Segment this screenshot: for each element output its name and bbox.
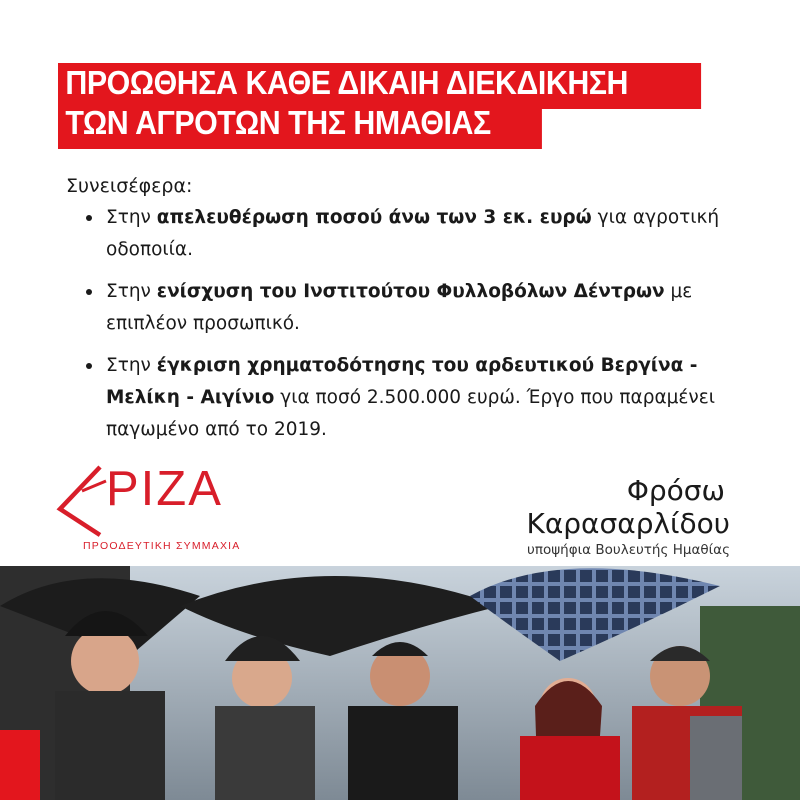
candidate-last-name: Καρασαρλίδου bbox=[526, 507, 730, 540]
bold-highlight: απελευθέρωση ποσού άνω των 3 εκ. ευρώ bbox=[156, 207, 592, 228]
group-photo bbox=[0, 566, 800, 800]
candidate-block bbox=[526, 474, 730, 558]
bold-highlight: έγκριση χρηματοδότησης του αρδευτικού Βεργίνα - Μελίκη - Αιγίνιο bbox=[106, 355, 698, 408]
intro-text: Συνεισέφερα: bbox=[66, 175, 193, 197]
red-corner-accent bbox=[0, 730, 40, 800]
sigma-star-icon bbox=[52, 463, 112, 543]
headline-line-1: ΠΡΟΩΘΗΣΑ ΚΑΘΕ ΔΙΚΑΙΗ ΔΙΕΚΔΙΚΗΣΗ bbox=[58, 63, 701, 109]
logo-subtitle: ΠΡΟΟΔΕΥΤΙΚΗ ΣΥΜΜΑΧΙΑ bbox=[83, 540, 241, 552]
list-item: Στην απελευθέρωση ποσού άνω των 3 εκ. ευρώ για αγροτική οδοποιία. bbox=[82, 202, 762, 266]
headline-line-2: ΤΩΝ ΑΓΡΟΤΩΝ ΤΗΣ ΗΜΑΘΙΑΣ bbox=[58, 103, 542, 149]
list-item: Στην έγκριση χρηματοδότησης του αρδευτικού Βεργίνα - Μελίκη - Αιγίνιο για ποσό 2.500.000 ευρώ. Έργο που παραμένει παγωμένο από το 2019. bbox=[82, 350, 762, 446]
candidate-first-name: Φρόσω bbox=[626, 474, 725, 507]
contribution-list bbox=[82, 202, 762, 456]
candidate-role: υποψήφια Βουλευτής Ημαθίας bbox=[527, 542, 730, 558]
logo-wordmark: ΡΙΖΑ bbox=[106, 462, 223, 516]
syriza-logo bbox=[52, 463, 272, 558]
list-item: Στην ενίσχυση του Ινστιτούτου Φυλλοβόλων Δέντρων με επιπλέον προσωπικό. bbox=[82, 276, 762, 340]
bold-highlight: ενίσχυση του Ινστιτούτου Φυλλοβόλων Δέντρων bbox=[156, 281, 665, 302]
